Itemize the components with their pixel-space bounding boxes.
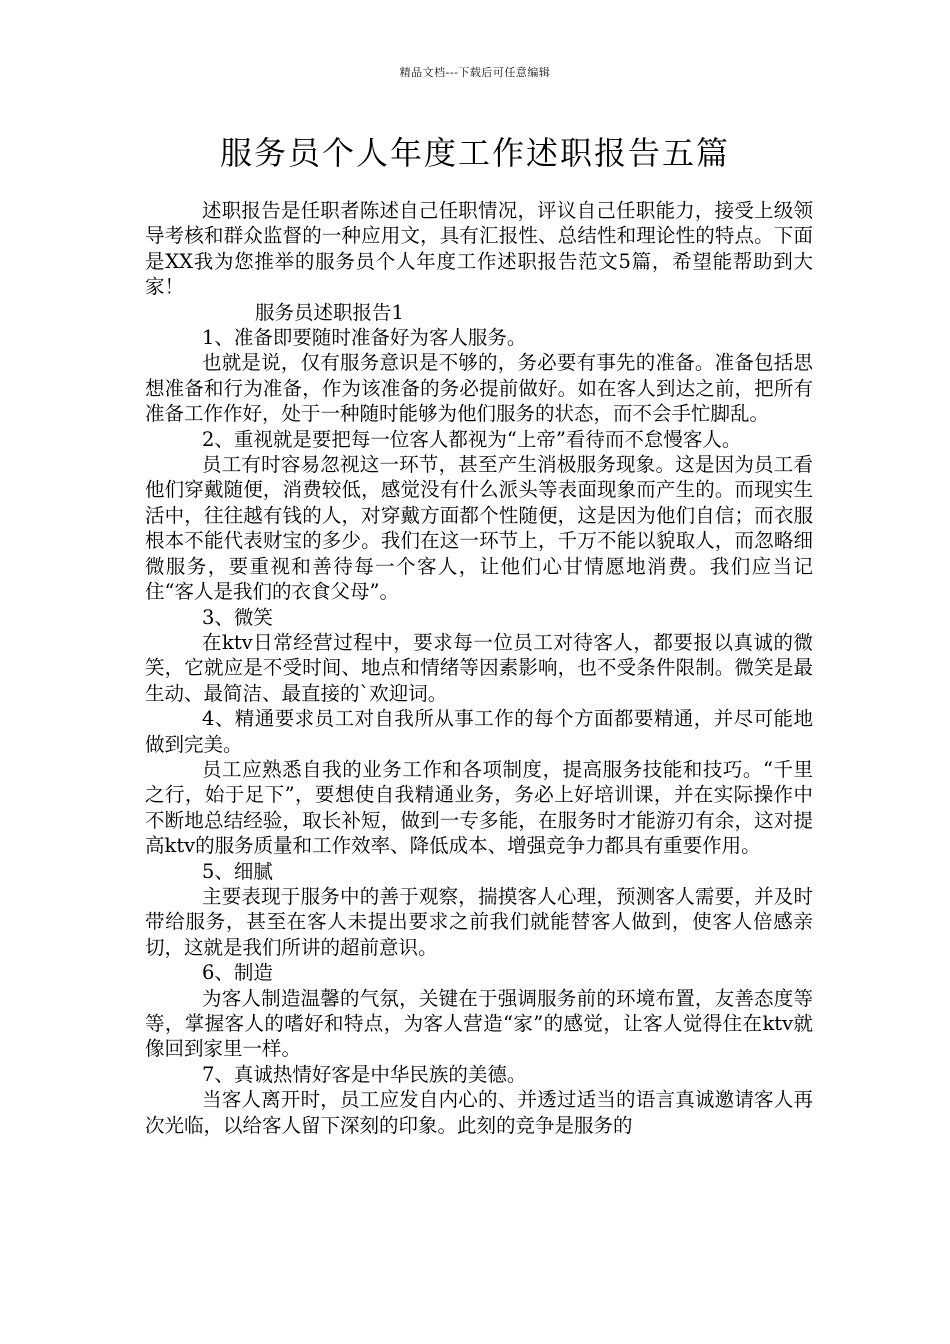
item-heading: 7、真诚热情好客是中华民族的美德。: [202, 1062, 527, 1086]
item-heading: 3、微笑: [202, 605, 273, 629]
page-header: 精品文档---下载后可任意编辑: [399, 66, 551, 79]
document-body: [145, 198, 813, 1138]
item-heading: 1、准备即要随时准备好为客人服务。: [202, 326, 527, 350]
document-title: 服务员个人年度工作述职报告五篇: [219, 134, 730, 172]
body-paragraph: 为客人制造温馨的气氛，关键在于强调服务前的环境布置，友善态度等等，掌握客人的嗜好和特点，为客人营造“家”的感觉，让客人觉得住在ktv就像回到家里一样。: [145, 986, 813, 1061]
item-heading: 4、精通要求员工对自我所从事工作的每个方面都要精通，并尽可能地做到完美。: [145, 707, 813, 756]
section-heading: 服务员述职报告1: [255, 300, 404, 324]
body-paragraph: 在ktv日常经营过程中，要求每一位员工对待客人，都要报以真诚的微笑，它就应是不受时间、地点和情绪等因素影响，也不受条件限制。微笑是最生动、最简洁、最直接的`欢迎词。: [145, 630, 813, 705]
body-paragraph: 也就是说，仅有服务意识是不够的，务必要有事先的准备。准备包括思想准备和行为准备，作为该准备的务必提前做好。如在客人到达之前，把所有准备工作作好，处于一种随时能够为他们服务的状态，而不会手忙脚乱。: [145, 351, 813, 426]
item-heading: 5、细腻: [202, 859, 273, 883]
body-paragraph: 主要表现于服务中的善于观察，揣摸客人心理，预测客人需要，并及时带给服务，甚至在客人未提出要求之前我们就能替客人做到，使客人倍感亲切，这就是我们所讲的超前意识。: [145, 884, 813, 959]
item-heading: 2、重视就是要把每一位客人都视为“上帝”看待而不怠慢客人。: [202, 427, 742, 451]
intro-paragraph: 述职报告是任职者陈述自己任职情况，评议自己任职能力，接受上级领导考核和群众监督的一种应用文，具有汇报性、总结性和理论性的特点。下面是XX我为您推举的服务员个人年度工作述职报告范文5篇，希望能帮助到大家！: [145, 199, 813, 299]
body-paragraph: 员工应熟悉自我的业务工作和各项制度，提高服务技能和技巧。“千里之行，始于足下”，要想使自我精通业务，务必上好培训课，并在实际操作中不断地总结经验，取长补短，做到一专多能，在服务时才能游刃有余，这对提高ktv的服务质量和工作效率、降低成本、增强竞争力都具有重要作用。: [145, 757, 813, 858]
item-heading: 6、制造: [202, 961, 273, 985]
body-paragraph: 员工有时容易忽视这一环节，甚至产生消极服务现象。这是因为员工看他们穿戴随便，消费较低，感觉没有什么派头等表面现象而产生的。而现实生活中，往往越有钱的人，对穿戴方面都个性随便，这是因为他们自信；而衣服根本不能代表财宝的多少。我们在这一环节上，千万不能以貌取人，而忽略细微服务，要重视和善待每一个客人，让他们心甘情愿地消费。我们应当记住“客人是我们的衣食父母”。: [145, 453, 813, 604]
body-paragraph: 当客人离开时，员工应发自内心的、并透过适当的语言真诚邀请客人再次光临，以给客人留下深刻的印象。此刻的竞争是服务的: [145, 1088, 813, 1137]
